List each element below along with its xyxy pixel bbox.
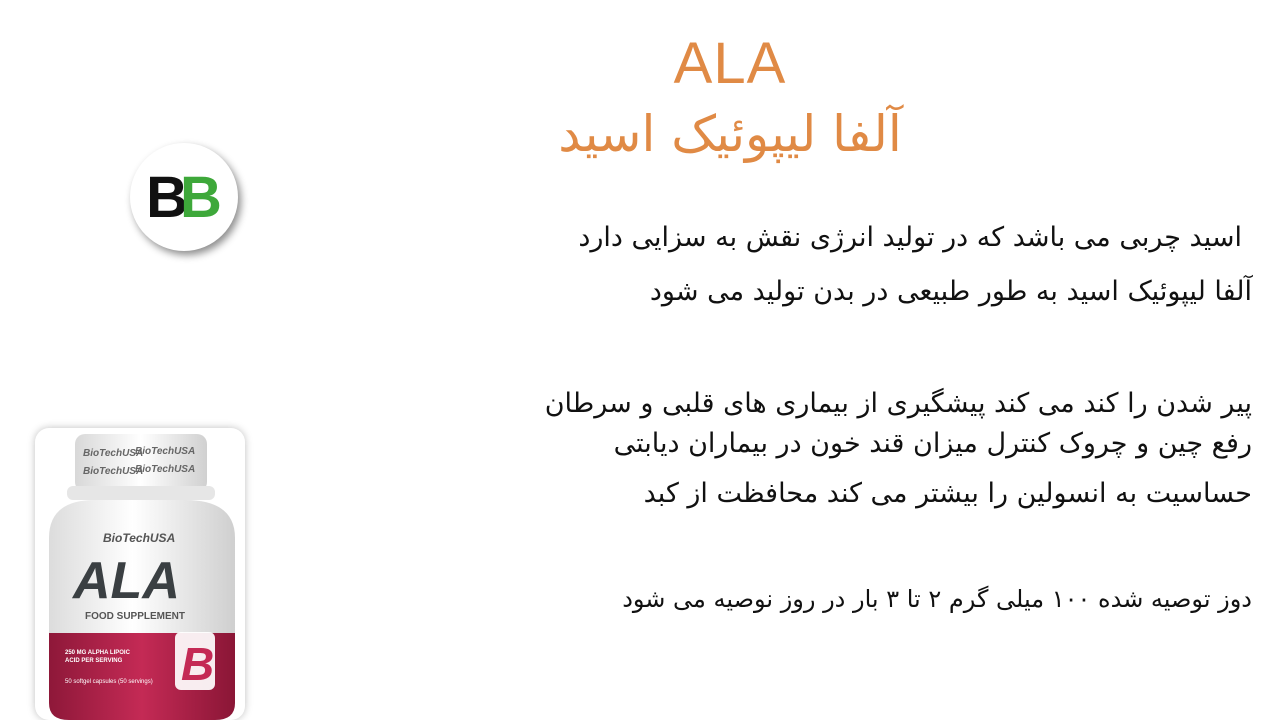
bottle-b-badge: B (181, 638, 215, 690)
bottle-detail-1: 250 MG ALPHA LIPOIC (65, 650, 130, 656)
title-persian: آلفا لیپوئیک اسید (558, 105, 902, 163)
logo-letter-b-black: B (146, 164, 188, 230)
ala-bottle-illustration (35, 428, 245, 720)
logo-letter-b-green: B (180, 164, 222, 230)
title-english: ALA (673, 31, 787, 96)
bb-logo (130, 143, 238, 251)
bottle-brand: BioTechUSA (103, 531, 176, 545)
product-image (35, 428, 245, 720)
bottle-cap (75, 434, 207, 492)
cap-brand-text-4: BioTechUSA (135, 464, 196, 475)
cap-brand-text-3: BioTechUSA (83, 466, 144, 477)
paragraph-line-1: اسید چربی می باشد که در تولید انرژی نقش به سزایی دارد (578, 222, 1242, 253)
paragraph-line-3: پیر شدن را کند می کند پیشگیری از بیماری های قلبی و سرطان (544, 388, 1252, 419)
cap-brand-text-1: BioTechUSA (83, 448, 144, 459)
bottle-detail-2: ACID PER SERVING (65, 658, 123, 664)
paragraph-line-4: رفع چین و چروک کنترل میزان قند خون در بیماران دیابتی (613, 428, 1252, 459)
bottle-product-name: ALA (73, 552, 180, 610)
paragraph-line-5: حساسیت به انسولین را بیشتر می کند محافظت از کبد (643, 478, 1252, 509)
bottle-subtitle: FOOD SUPPLEMENT (85, 611, 186, 622)
paragraph-line-6: دوز توصیه شده ۱۰۰ میلی گرم ۲ تا ۳ بار در روز نوصیه می شود (622, 585, 1252, 613)
cap-brand-text-2: BioTechUSA (135, 446, 196, 457)
bottle-servings: 50 softgel capsules (50 servings) (65, 679, 153, 685)
bottle-neck (67, 486, 215, 500)
paragraph-line-2: آلفا لیپوئیک اسید به طور طبیعی در بدن تولید می شود (649, 276, 1252, 307)
